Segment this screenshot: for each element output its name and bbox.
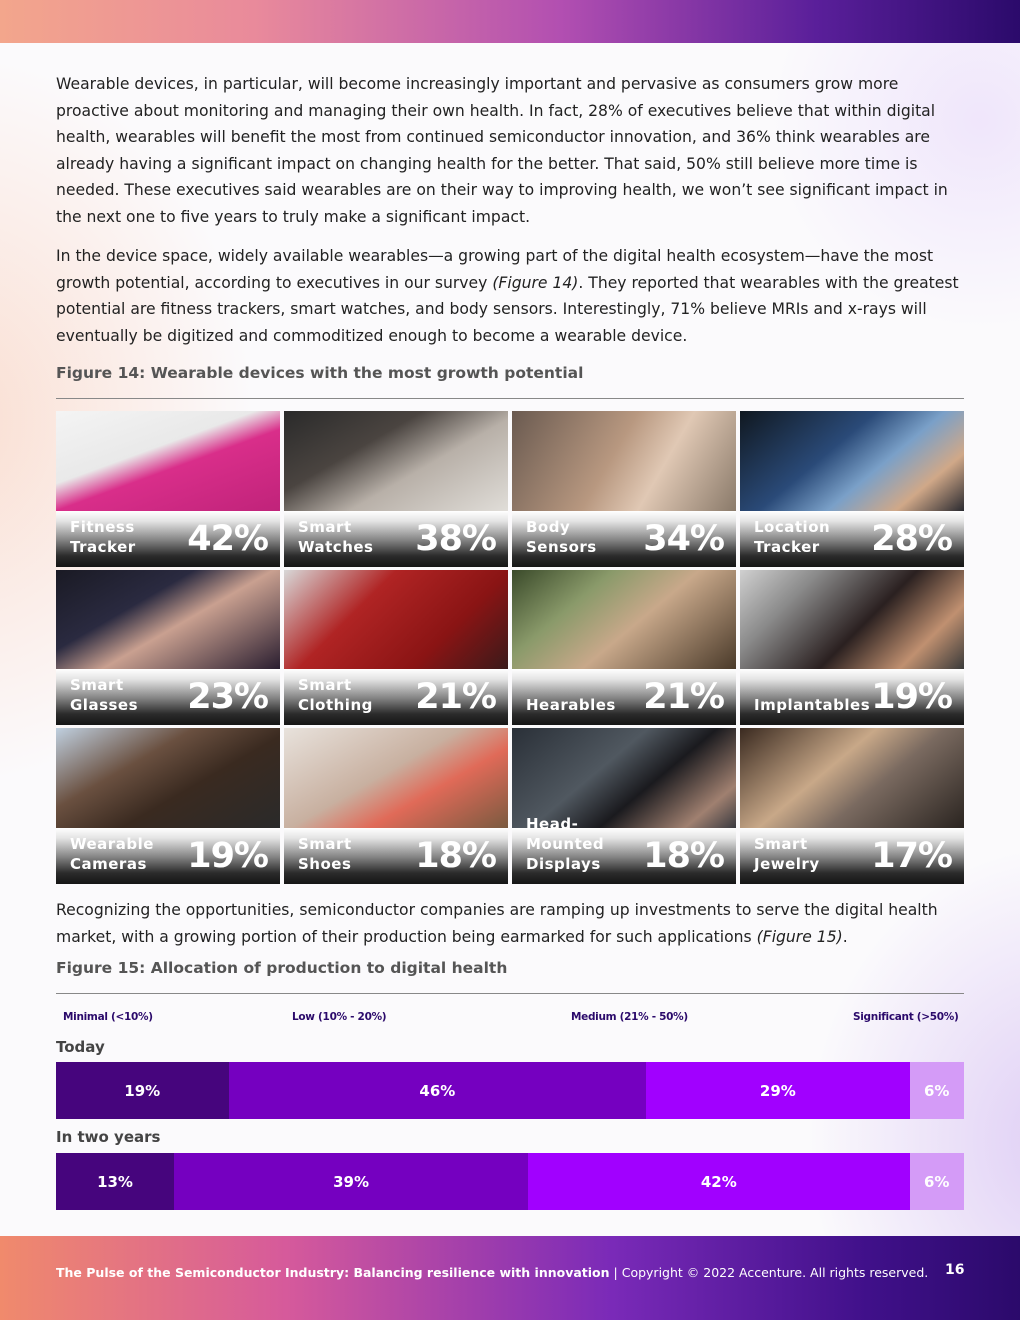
photo-smart-shoes: [284, 728, 508, 828]
tile-smart-glasses: [56, 570, 280, 725]
header-gradient-band: [0, 0, 1020, 43]
page-number: 16: [945, 1262, 965, 1278]
bar-segment-low: 39%: [174, 1153, 528, 1210]
figure-14-title: Figure 14: Wearable devices with the most growth potential: [56, 364, 584, 382]
tile-label: Smart Jewelry: [754, 835, 820, 873]
legend-minimal: Minimal (<10%): [63, 1011, 153, 1023]
paragraph-text: Wearable devices, in particular, will become increasingly important and pervasive as consumers grow more proactive about monitoring and managing their own health. In fact, 28% of executives believe that within digital health, wearables will benefit the most from continued semiconductor innovation, and 36% think wearables are already having a significant impact on changing health for the better. That said, 50% still believe more time is needed. These executives said wearables are on their way to improving health, we won’t see significant impact in the next one to five years to truly make a significant impact.: [56, 75, 948, 226]
bar-segment-medium: 29%: [646, 1062, 909, 1119]
tile-percentage: 28%: [871, 519, 952, 559]
bar-segment-medium: 42%: [528, 1153, 909, 1210]
tile-label: Body Sensors: [526, 518, 597, 556]
body-paragraph-device-space: [56, 243, 966, 349]
photo-smart-glasses: [56, 570, 280, 669]
body-paragraph-wearables: [56, 71, 966, 231]
legend-medium: Medium (21% - 50%): [571, 1011, 688, 1023]
tile-percentage: 23%: [187, 677, 268, 717]
tile-smart-jewelry: [740, 728, 964, 884]
tile-label: Location Tracker: [754, 518, 831, 556]
tile-wearable-cameras: [56, 728, 280, 884]
photo-fitness-tracker: [56, 411, 280, 511]
bar-segment-significant: 6%: [910, 1062, 964, 1119]
footer-copyright: Copyright © 2022 Accenture. All rights reserved.: [621, 1265, 929, 1280]
photo-head-mounted-displays: [512, 728, 736, 828]
photo-smart-jewelry: [740, 728, 964, 828]
tile-percentage: 19%: [187, 836, 268, 876]
tile-percentage: 21%: [643, 677, 724, 717]
tile-label: Wearable Cameras: [70, 835, 154, 873]
tile-label: Hearables: [526, 696, 616, 714]
paragraph-text: Recognizing the opportunities, semiconductor companies are ramping up investments to serve the digital health market, with a growing portion of their production being earmarked for such applications: [56, 901, 938, 946]
figure-reference-14: (Figure 14): [492, 273, 579, 292]
tile-head-mounted-displays: [512, 728, 736, 884]
tile-location-tracker: [740, 411, 964, 567]
tile-percentage: 17%: [871, 836, 952, 876]
row-label-today: Today: [56, 1038, 105, 1056]
tile-percentage: 18%: [415, 836, 496, 876]
tile-smart-watches: [284, 411, 508, 567]
paragraph-text: . They reported that wearables with the greatest potential are fitness trackers, smart watches, and body sensors. Interestingly, 71% believe MRIs and x-rays will eventually be digitized and commoditized enough to become a wearable device.: [56, 273, 959, 345]
bar-segment-significant: 6%: [910, 1153, 964, 1210]
photo-hearables: [512, 570, 736, 669]
footer-report-title: The Pulse of the Semiconductor Industry: Balancing resilience with innovation: [56, 1265, 610, 1280]
divider: [56, 993, 964, 994]
tile-percentage: 19%: [871, 677, 952, 717]
tile-label: Head- Mounted Displays: [526, 815, 605, 873]
bar-segment-minimal: 19%: [56, 1062, 229, 1119]
paragraph-text: .: [842, 927, 848, 946]
tile-percentage: 38%: [415, 519, 496, 559]
body-paragraph-semiconductor: [56, 897, 966, 950]
photo-location-tracker: [740, 411, 964, 511]
photo-body-sensors: [512, 411, 736, 511]
paragraph-text: In the device space, widely available wearables—a growing part of the digital health ecosystem—have the most growth potential, according to executives in our survey: [56, 247, 934, 292]
figure-reference-15: (Figure 15): [756, 927, 843, 946]
bar-segment-minimal: 13%: [56, 1153, 174, 1210]
legend-significant: Significant (>50%): [853, 1011, 959, 1023]
divider: [56, 398, 964, 399]
tile-label: Implantables: [754, 696, 871, 714]
photo-wearable-cameras: [56, 728, 280, 828]
tile-label: Smart Watches: [298, 518, 374, 556]
tile-label: Smart Shoes: [298, 835, 352, 873]
stacked-bar-in-two-years: [56, 1153, 964, 1210]
tile-percentage: 34%: [643, 519, 724, 559]
tile-body-sensors: [512, 411, 736, 567]
legend-low: Low (10% - 20%): [292, 1011, 387, 1023]
tile-label: Smart Clothing: [298, 676, 373, 714]
tile-smart-clothing: [284, 570, 508, 725]
stacked-bar-today: [56, 1062, 964, 1119]
footer-text: [56, 1265, 928, 1280]
photo-smart-clothing: [284, 570, 508, 669]
row-label-in-two-years: In two years: [56, 1128, 161, 1146]
tile-implantables: [740, 570, 964, 725]
tile-fitness-tracker: [56, 411, 280, 567]
tile-label: Smart Glasses: [70, 676, 139, 714]
tile-percentage: 42%: [187, 519, 268, 559]
photo-smart-watches: [284, 411, 508, 511]
tile-smart-shoes: [284, 728, 508, 884]
bar-segment-low: 46%: [229, 1062, 647, 1119]
photo-implantables: [740, 570, 964, 669]
tile-label: Fitness Tracker: [70, 518, 136, 556]
tile-percentage: 18%: [643, 836, 724, 876]
tile-hearables: [512, 570, 736, 725]
figure-15-title: Figure 15: Allocation of production to digital health: [56, 959, 508, 977]
tile-percentage: 21%: [415, 677, 496, 717]
footer-separator: |: [609, 1265, 622, 1280]
